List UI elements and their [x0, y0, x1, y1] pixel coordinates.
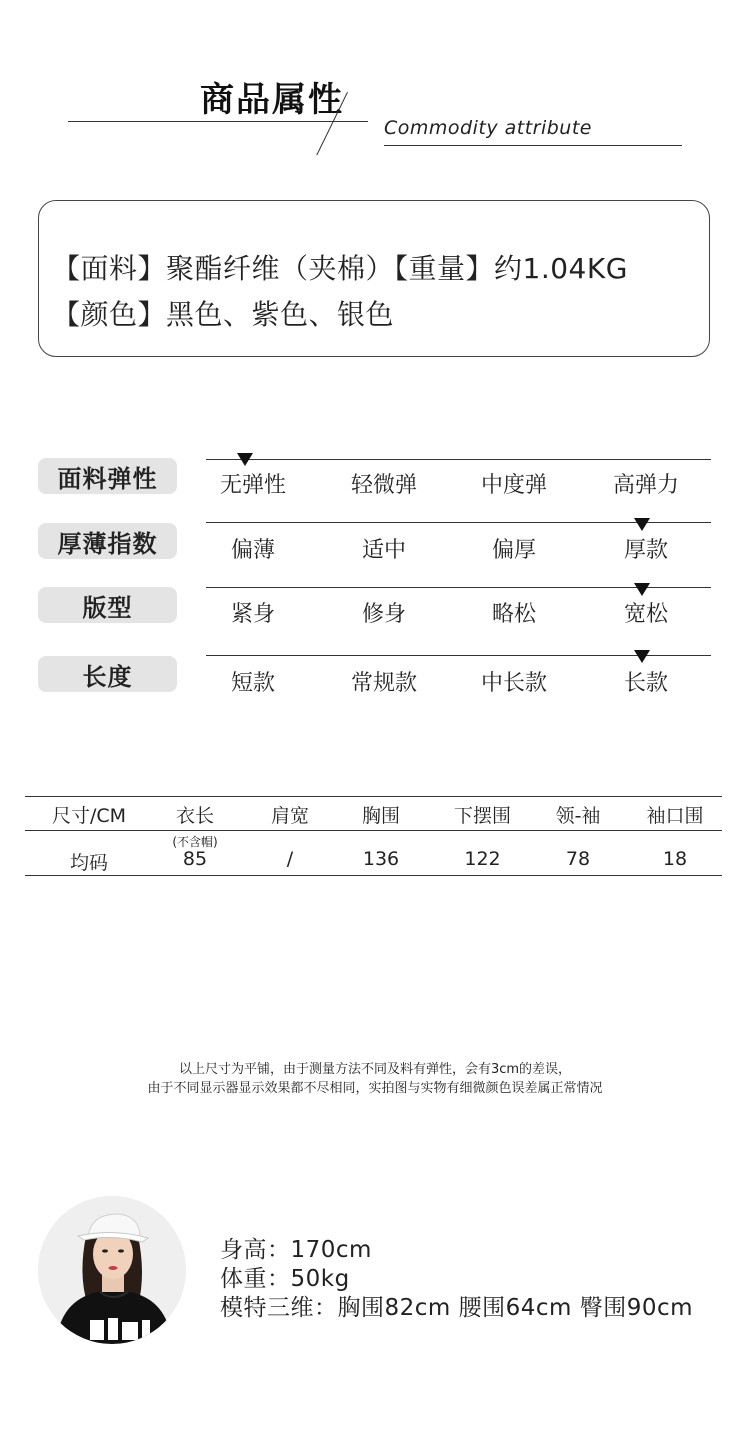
attr-option: 短款 [230, 671, 275, 696]
table-cell: 85 [182, 848, 208, 870]
subtitle-underline [384, 145, 682, 146]
attr-option: 中长款 [480, 671, 547, 696]
model-photo-illustration [38, 1196, 186, 1344]
table-cell: 18 [662, 848, 688, 870]
title-underline [68, 121, 368, 122]
model-avatar [38, 1196, 186, 1344]
selected-marker-icon [634, 518, 650, 531]
table-header: 尺寸/CM [51, 805, 127, 827]
color-disclaimer: 由于不同显示器显示效果都不尽相同，实拍图与实物有细微颜色误差属正常情况 [147, 1081, 603, 1096]
attr-option: 厚款 [623, 538, 668, 563]
color-line: 【颜色】黑色、紫色、银色 [52, 298, 395, 331]
table-header: 胸围 [361, 805, 400, 827]
attr-option: 无弹性 [219, 473, 286, 498]
table-bottom-rule [25, 875, 722, 876]
page-subtitle: Commodity attribute [384, 117, 592, 139]
table-header: 衣长 [175, 805, 214, 827]
selected-marker-icon [237, 453, 253, 466]
material-weight-line: 【面料】聚酯纤维（夹棉）【重量】约1.04KG [52, 252, 628, 285]
table-header: 袖口围 [646, 805, 704, 827]
attr-option: 紧身 [230, 602, 275, 627]
table-header: 领-袖 [555, 805, 601, 827]
attr-scale-line [206, 459, 711, 460]
table-cell: 136 [362, 848, 400, 870]
table-cell: 78 [565, 848, 591, 870]
table-top-rule [25, 796, 722, 797]
attr-option: 宽松 [623, 602, 668, 627]
length-note: (不含帽) [172, 835, 218, 849]
attr-label-thickness: 厚薄指数 [38, 523, 177, 559]
attr-option: 常规款 [350, 671, 417, 696]
page-title: 商品属性 [200, 80, 344, 120]
attr-option: 略松 [491, 602, 536, 627]
table-header: 下摆围 [453, 805, 511, 827]
model-measurements: 模特三维：胸围82cm 腰围64cm 臀围90cm [220, 1295, 694, 1321]
attr-option: 偏薄 [230, 538, 275, 563]
attr-option: 长款 [623, 671, 668, 696]
attr-option: 高弹力 [612, 473, 679, 498]
table-cell: 122 [464, 848, 501, 870]
attr-label-elasticity: 面料弹性 [38, 458, 177, 494]
table-mid-rule [25, 830, 722, 831]
table-header: 肩宽 [270, 805, 309, 827]
model-height: 身高：170cm [220, 1237, 372, 1263]
selected-marker-icon [634, 583, 650, 596]
attr-option: 中度弹 [480, 473, 547, 498]
attr-option: 适中 [361, 538, 406, 563]
attr-option: 轻微弹 [350, 473, 417, 498]
attr-label-length: 长度 [38, 656, 177, 692]
size-disclaimer: 以上尺寸为平铺，由于测量方法不同及料有弹性，会有3cm的差误， [178, 1062, 572, 1077]
attr-option: 偏厚 [491, 538, 536, 563]
selected-marker-icon [634, 650, 650, 663]
table-cell: 均码 [69, 852, 108, 874]
attr-label-fit: 版型 [38, 587, 177, 623]
model-weight: 体重：50kg [220, 1266, 350, 1292]
attr-option: 修身 [361, 602, 406, 627]
table-cell: / [286, 848, 294, 870]
